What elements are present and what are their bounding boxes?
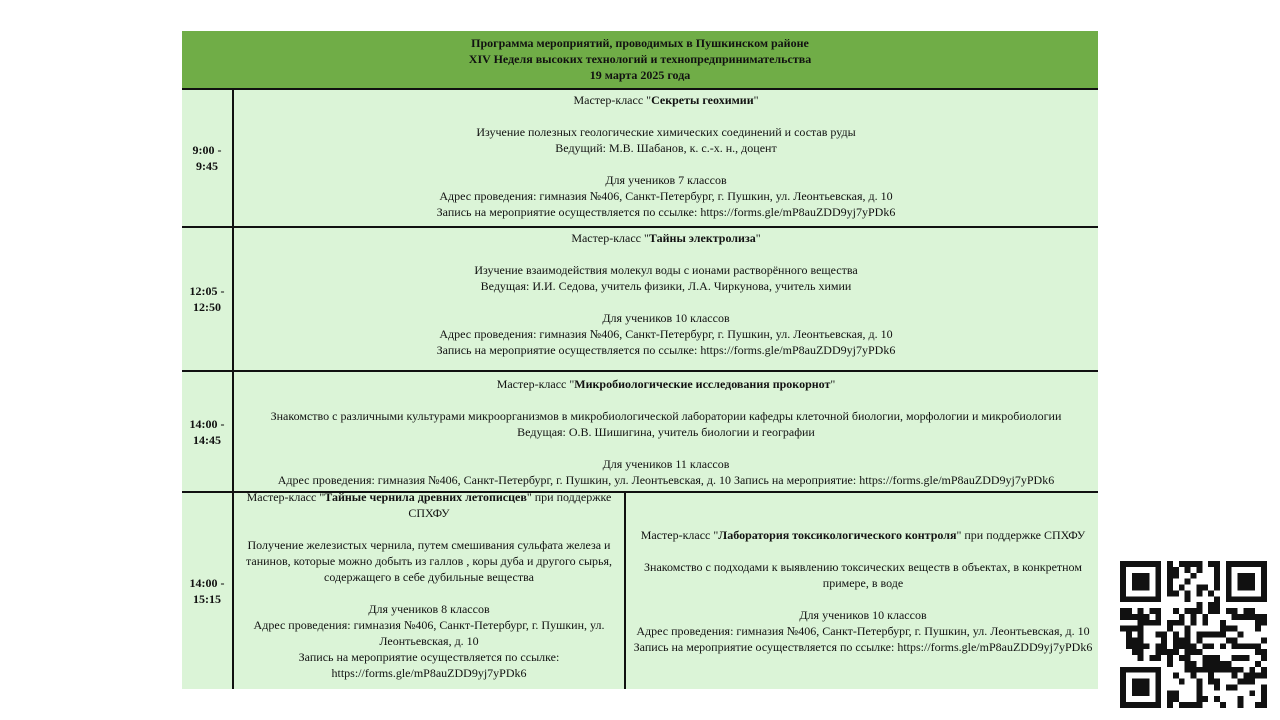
event-registration[interactable]: Запись на мероприятие осуществляется по ссылке: https://forms.gle/mP8auZDD9yj7yPDk6 [633,640,1093,654]
event-host: Ведущая: И.И. Седова, учитель физики, Л.А. Чиркунова, учитель химии [480,279,852,293]
event-description: Получение железистых чернила, путем смешивания сульфата железа и танинов, которые можно добыть из галлов , коры дуба и другого сырья, содержащего в себе дубильные вещества [246,538,612,584]
qr-code-icon[interactable] [1120,561,1267,708]
event-audience: Для учеников 11 классов [602,457,730,471]
event-details [234,372,1098,491]
header-subtitle: XIV Неделя высоких технологий и технопредпринимательства [468,52,812,66]
event-audience: Для учеников 7 классов [605,173,727,187]
event-audience: Для учеников 10 классов [799,608,927,622]
time-start: 14:00 - [189,416,225,431]
time-end: 9:45 [196,159,218,173]
event-time [182,493,234,689]
event-description: Знакомство с различными культурами микроорганизмов в микробиологической лаборатории кафедры клеточной биологии, морфологии и микробиологии [270,409,1062,423]
event-host: Ведущая: О.В. Шишигина, учитель биологии и географии [517,425,815,439]
event-title: Мастер-класс "Тайны электролиза" [571,231,761,245]
event-registration[interactable]: Запись на мероприятие осуществляется по ссылке: https://forms.gle/mP8auZDD9yj7yPDk6 [436,343,896,357]
time-end: 12:50 [193,300,221,314]
event-address[interactable]: Адрес проведения: гимназия №406, Санкт-Петербург, г. Пушкин, ул. Леонтьевская, д. 10 Запись на мероприятие: https://forms.gle/mP8auZDD9yj7yPDk6 [277,473,1055,487]
time-start: 12:05 - [189,284,225,298]
event-row-3 [182,370,1098,491]
event-address: Адрес проведения: гимназия №406, Санкт-Петербург, г. Пушкин, ул. Леонтьевская, д. 10 [439,189,893,203]
event-address: Адрес проведения: гимназия №406, Санкт-Петербург, г. Пушкин, ул. Леонтьевская, д. 10 [253,618,605,648]
header-title: Программа мероприятий, проводимых в Пушкинском районе [471,36,809,50]
schedule-table [182,31,1098,689]
event-details-right [628,493,1098,689]
event-details-left [234,493,626,689]
time-start: 14:00 - [189,576,225,590]
event-row-2 [182,226,1098,370]
event-time [182,228,234,370]
event-time [182,90,234,226]
event-registration[interactable]: Запись на мероприятие осуществляется по ссылке: https://forms.gle/mP8auZDD9yj7yPDk6 [298,650,560,680]
event-title: Мастер-класс "Лаборатория токсикологического контроля" при поддержке СПХФУ [640,528,1086,542]
event-time [182,372,234,491]
header-date: 19 марта 2025 года [589,68,691,82]
event-title: Мастер-класс "Микробиологические исследования прокорнот" [496,377,836,391]
event-address: Адрес проведения: гимназия №406, Санкт-Петербург, г. Пушкин, ул. Леонтьевская, д. 10 [636,624,1090,638]
event-audience: Для учеников 10 классов [602,311,730,325]
event-row-4 [182,491,1098,689]
event-description: Изучение взаимодействия молекул воды с ионами растворённого вещества [474,263,858,277]
event-address: Адрес проведения: гимназия №406, Санкт-Петербург, г. Пушкин, ул. Леонтьевская, д. 10 [439,327,893,341]
event-row-1 [182,88,1098,226]
event-title: Мастер-класс "Тайные чернила древних летописцев" при поддержке СПХФУ [246,493,612,520]
event-audience: Для учеников 8 классов [368,602,490,616]
event-title: Мастер-класс "Секреты геохимии" [573,93,759,107]
time-end: 15:15 [193,592,221,606]
event-details [234,90,1098,226]
schedule-header [182,31,1098,88]
event-registration[interactable]: Запись на мероприятие осуществляется по ссылке: https://forms.gle/mP8auZDD9yj7yPDk6 [436,205,896,219]
event-details [234,228,1098,370]
time-end: 14:45 [193,432,221,447]
event-description: Изучение полезных геологические химических соединений и состав руды [476,125,856,139]
time-start: 9:00 - [192,143,222,157]
event-description: Знакомство с подходами к выявлению токсических веществ в объектах, в конкретном примере, в воде [644,560,1082,590]
event-host: Ведущий: М.В. Шабанов, к. с.-х. н., доцент [555,141,777,155]
